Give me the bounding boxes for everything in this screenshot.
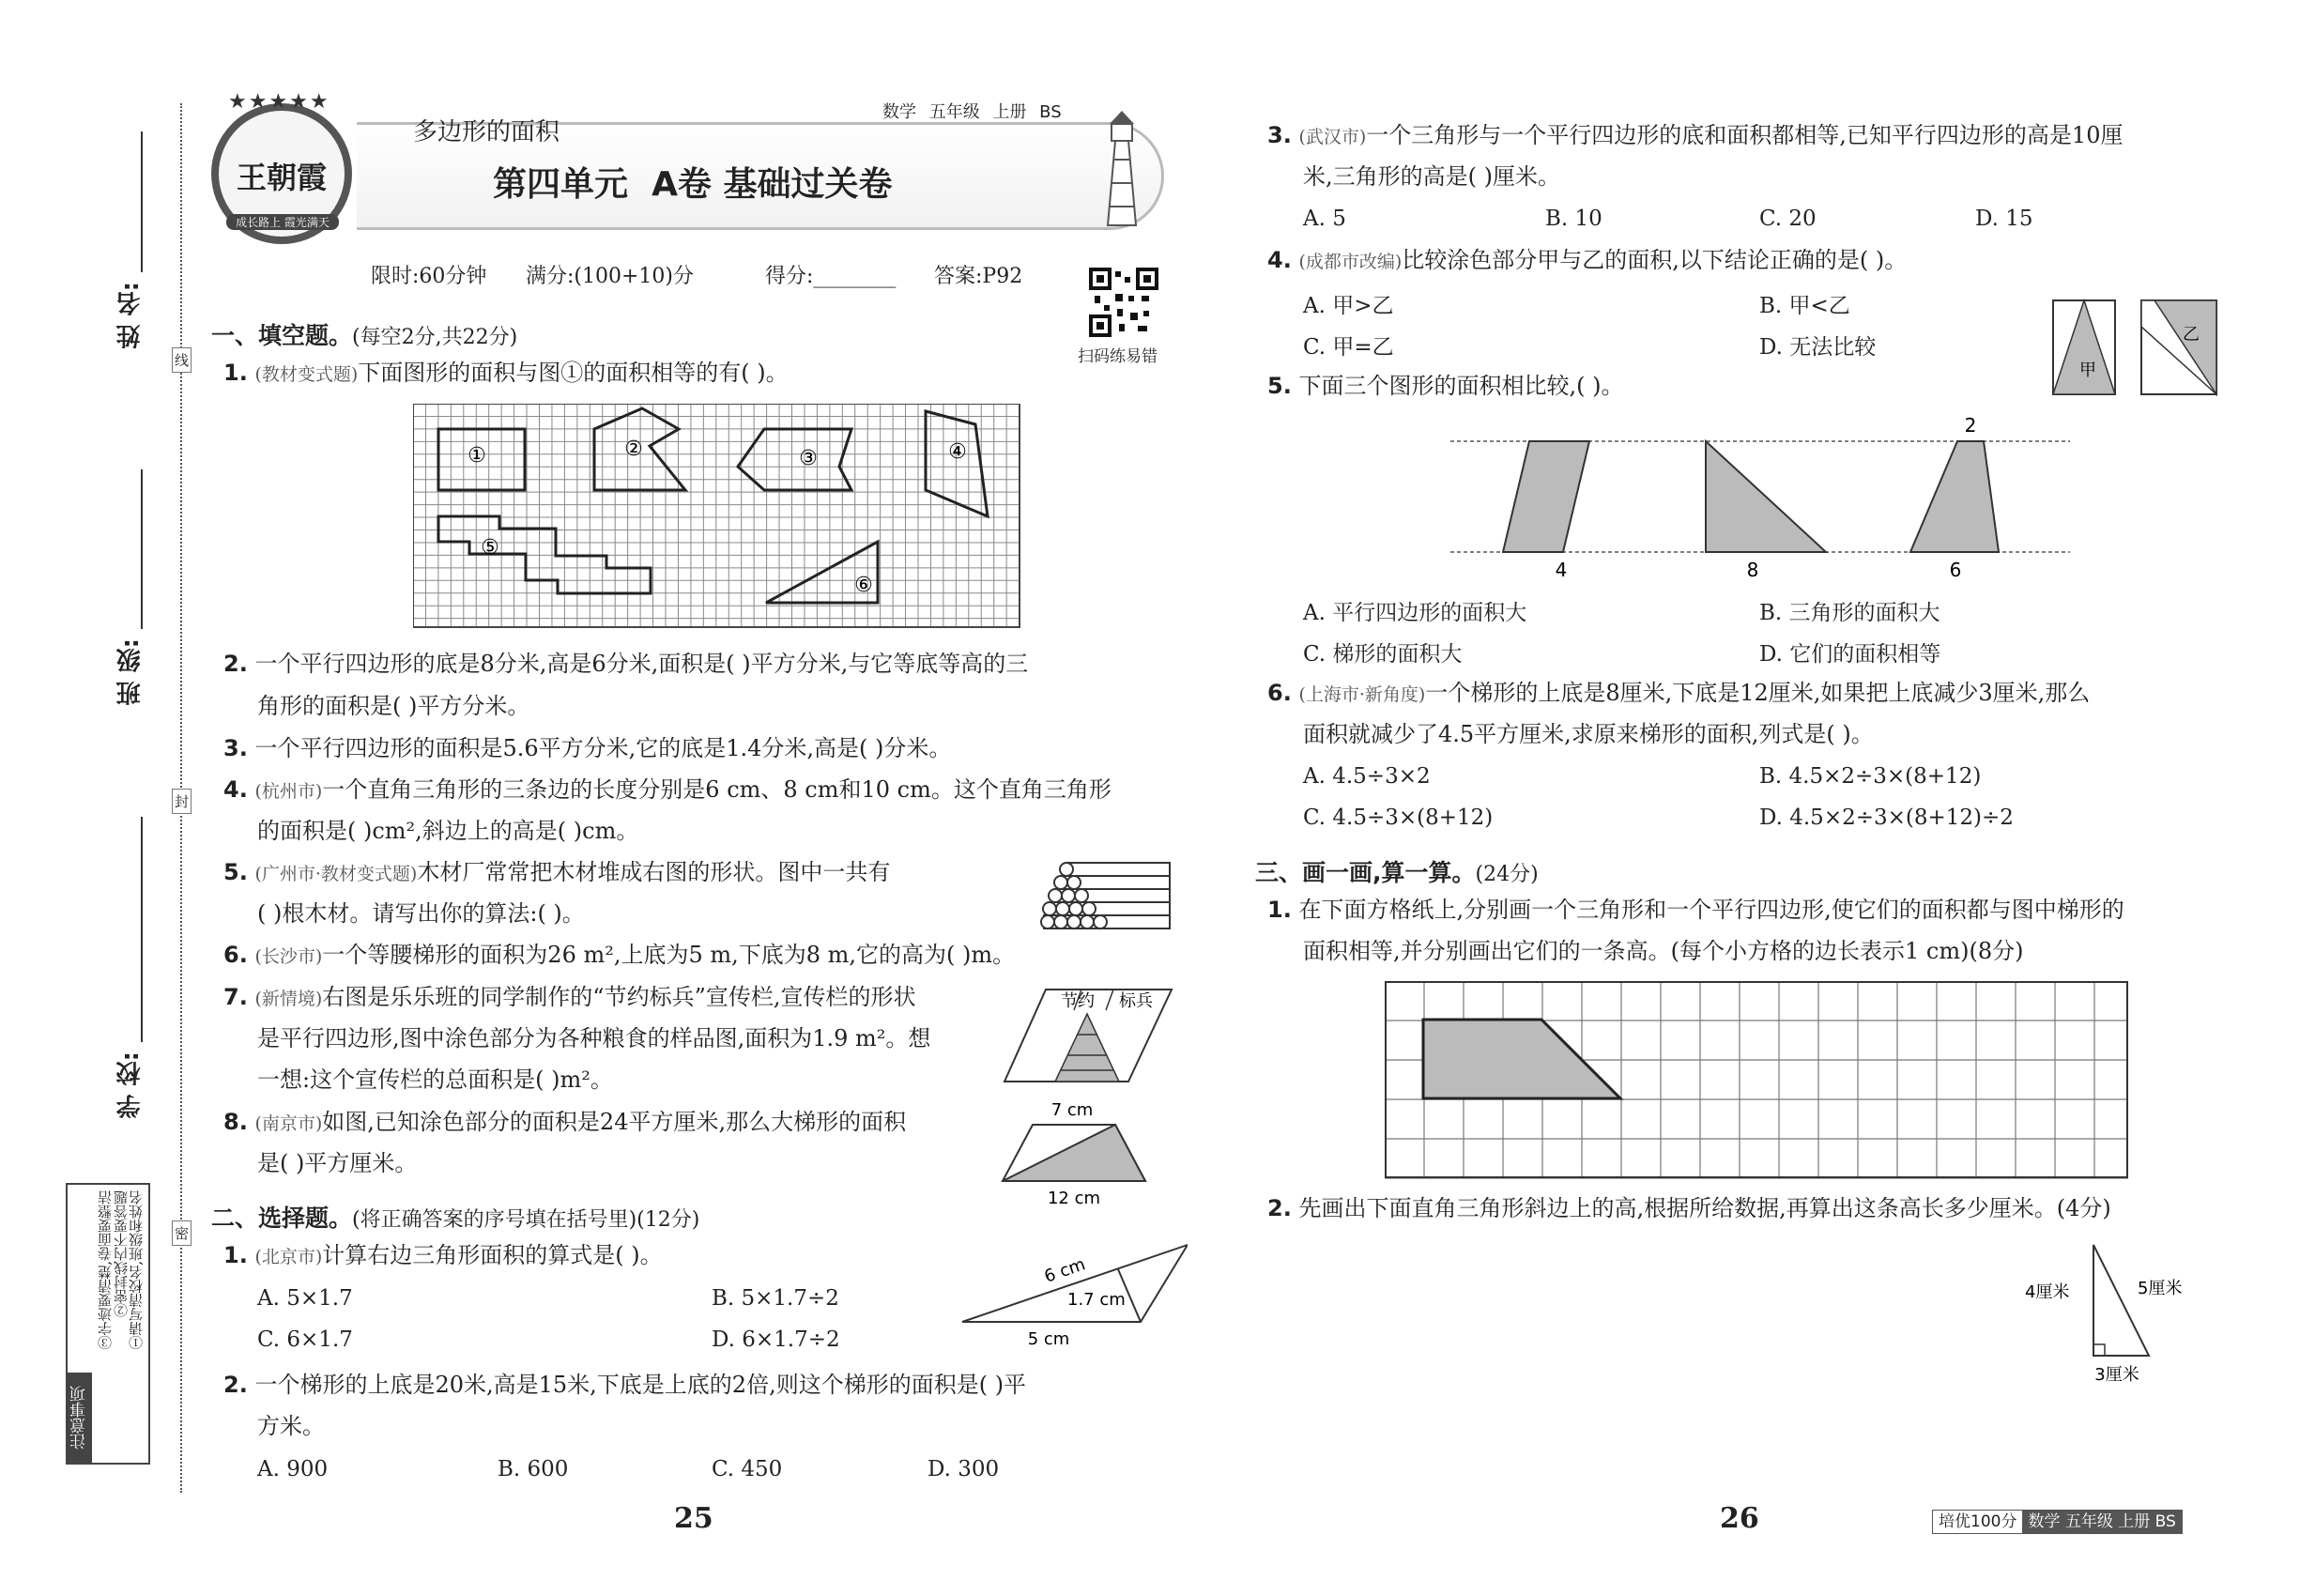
s1-q7-line3: 一想:这个宣传栏的总面积是( )m²。 — [257, 1067, 613, 1093]
s2-q3-option-a[interactable]: A. 5 — [1303, 207, 1346, 231]
s2-q2-text1: 一个梯形的上底是20米,高是15米,下底是上底的2倍,则这个梯形的面积是( )平 — [254, 1372, 1027, 1398]
score-field[interactable]: 得分:________ — [765, 265, 897, 288]
s3-q1-drawing-grid[interactable] — [1385, 981, 2130, 1180]
s3-q1-line1 — [1267, 894, 2124, 926]
s1-q4-src: (杭州市) — [254, 781, 323, 802]
s2-q1-src: (北京市) — [254, 1247, 323, 1267]
s1-q3-num: 3. — [223, 735, 248, 761]
school-label: 学 校: — [116, 1051, 145, 1119]
s2-q5 — [1267, 370, 1623, 402]
shape-5-label: ⑤ — [481, 536, 499, 560]
board-left-label: 节约 — [1061, 991, 1095, 1011]
page-title: 第四单元 A卷 基础过关卷 — [493, 165, 893, 204]
section3-title — [1255, 854, 1539, 888]
s1-q2-num: 2. — [223, 651, 248, 677]
lighthouse-icon — [1080, 103, 1164, 235]
shape-6-label: ⑥ — [854, 574, 873, 597]
tri-base-value: 8 — [1746, 559, 1759, 581]
s1-q6 — [223, 939, 1015, 973]
notice-item-3: ③字迹要清楚,卷面要整洁 — [97, 1190, 114, 1350]
name-label: 姓 名: — [116, 282, 145, 349]
topic-label: 多边形的面积 — [413, 118, 560, 146]
time-limit: 限时:60分钟 — [371, 265, 487, 288]
logo-slogan: 成长路上 霞光满天 — [226, 214, 339, 230]
s1-q4-line2: 的面积是( )cm²,斜边上的高是( )cm。 — [257, 818, 639, 844]
notice-title: 注意事项 — [68, 1373, 92, 1463]
grid-lines — [413, 404, 1020, 627]
s2-q1-option-c[interactable]: C. 6×1.7 — [257, 1327, 353, 1352]
logo-text: 王朝霞 — [236, 160, 327, 195]
s1-q6-src: (长沙市) — [254, 946, 323, 967]
s1-q2-line1 — [223, 648, 1028, 680]
s2-q3-num: 3. — [1267, 122, 1292, 148]
class-line — [141, 469, 143, 629]
s1-q5-src: (广州市·教材变式题) — [254, 864, 418, 884]
trapezoid-shape — [1910, 441, 1999, 552]
s2-q4 — [1267, 244, 1907, 278]
qr-code-icon[interactable] — [1089, 268, 1158, 337]
s2-q3-text1: 一个三角形与一个平行四边形的底和面积都相等,已知平行四边形的高是10厘 — [1366, 122, 2124, 148]
s1-q7-line2: 是平行四边形,图中涂色部分为各种粮食的样品图,面积为1.9 m²。想 — [257, 1025, 931, 1051]
section1-title — [211, 317, 517, 351]
leg-bottom-label: 3厘米 — [2094, 1365, 2139, 1385]
s2-q1-text: 计算右边三角形面积的算式是( )。 — [322, 1242, 663, 1268]
full-score: 满分:(100+10)分 — [526, 265, 694, 288]
s2-q5-option-b[interactable]: B. 三角形的面积大 — [1759, 601, 1940, 625]
s1-q7-num: 7. — [223, 984, 248, 1010]
s1-q3 — [223, 732, 951, 764]
figure-yi-label: 乙 — [2183, 325, 2200, 345]
shape-3-label: ③ — [799, 447, 818, 470]
s1-q2-text1: 一个平行四边形的底是8分米,高是6分米,面积是( )平方分米,与它等底等高的三 — [254, 651, 1029, 677]
s2-q2-option-c[interactable]: C. 450 — [712, 1457, 783, 1481]
s2-q2-line1 — [223, 1369, 1026, 1401]
shape-4-label: ④ — [948, 440, 967, 464]
s1-q1 — [223, 357, 789, 391]
page-number-left: 25 — [674, 1502, 713, 1535]
s1-q7-board-figure — [1003, 986, 1173, 1085]
header-tags: 数学 五年级 上册 BS — [882, 102, 1062, 122]
s2-q6-text1: 一个梯形的上底是8厘米,下底是12厘米,如果把上底减少3厘米,那么 — [1425, 680, 2091, 706]
s2-q1-option-a[interactable]: A. 5×1.7 — [257, 1286, 353, 1311]
notice-box — [66, 1183, 150, 1465]
s1-q1-src: (教材变式题) — [254, 364, 359, 385]
s2-q5-three-shapes-figure — [1450, 413, 2070, 582]
s2-q5-num: 5. — [1267, 373, 1292, 399]
log-pile-icon — [1040, 859, 1181, 944]
section2-note: (将正确答案的序号填在括号里)(12分) — [352, 1208, 700, 1232]
logo-stars: ★★★★★ — [228, 90, 330, 114]
s2-q2-num: 2. — [223, 1372, 248, 1398]
seal-mark-3: 密 — [172, 1220, 192, 1246]
s1-q1-text: 下面图形的面积与图①的面积相等的有( )。 — [358, 360, 789, 386]
s2-q4-text: 比较涂色部分甲与乙的面积,以下结论正确的是( )。 — [1402, 247, 1908, 273]
shape-2-label: ② — [624, 437, 643, 461]
notice-item-2: ②密封线内不要答题 — [113, 1190, 130, 1317]
shape-1-label: ① — [468, 444, 486, 468]
leg-left-label: 4厘米 — [2025, 1282, 2070, 1302]
given-trapezoid — [1423, 1020, 1620, 1098]
s2-q4-option-b[interactable]: B. 甲<乙 — [1759, 294, 1850, 318]
trap-bottom-label: 12 cm — [1047, 1189, 1101, 1208]
class-label: 班 级: — [116, 638, 145, 706]
footer-brand-tags: 数学 五年级 上册 BS — [2022, 1511, 2181, 1533]
s2-q2-option-b[interactable]: B. 600 — [498, 1457, 569, 1481]
s2-q4-option-c[interactable]: C. 甲=乙 — [1303, 335, 1394, 360]
s2-q4-src: (成都市改编) — [1298, 252, 1403, 272]
section3-heading: 三、画一画,算一算。 — [1255, 859, 1476, 886]
s1-q7-src: (新情境) — [254, 989, 323, 1009]
s1-q5-line1 — [223, 856, 890, 890]
s1-q3-text: 一个平行四边形的面积是5.6平方分米,它的底是1.4分米,高是( )分米。 — [254, 735, 952, 761]
s3-q2-num: 2. — [1267, 1195, 1292, 1221]
s2-q1-option-b[interactable]: B. 5×1.7÷2 — [712, 1286, 839, 1311]
s2-q3-line1 — [1267, 119, 2123, 153]
shape-3 — [738, 429, 851, 490]
s2-q4-shaded-figure — [2051, 299, 2220, 398]
s2-q5-option-c[interactable]: C. 梯形的面积大 — [1303, 642, 1463, 667]
s1-q6-text: 一个等腰梯形的面积为26 m²,上底为5 m,下底为8 m,它的高为( )m。 — [322, 942, 1016, 968]
logo-badge — [211, 90, 352, 244]
hypotenuse-label: 5厘米 — [2138, 1279, 2183, 1298]
s2-q5-text: 下面三个图形的面积相比较,( )。 — [1298, 373, 1624, 399]
s2-q4-option-a[interactable]: A. 甲>乙 — [1303, 294, 1394, 318]
s2-q6-line2: 面积就减少了4.5平方厘米,求原来梯形的面积,列式是( )。 — [1303, 721, 1874, 747]
tri-base-label: 5 cm — [1027, 1329, 1070, 1349]
section1-note: (每空2分,共22分) — [352, 326, 518, 349]
tri-height-label: 1.7 cm — [1067, 1290, 1126, 1310]
s1-q4-line1 — [223, 774, 1112, 807]
s1-q6-num: 6. — [223, 942, 248, 968]
s1-q5-line2: ( )根木材。请写出你的算法:( )。 — [257, 900, 585, 927]
s2-q6-src: (上海市·新角度) — [1298, 684, 1426, 705]
s2-q2-line2: 方米。 — [257, 1413, 325, 1439]
s1-q7-text1: 右图是乐乐班的同学制作的“节约标兵”宣传栏,宣传栏的形状 — [322, 984, 916, 1010]
s2-q6-option-d[interactable]: D. 4.5×2÷3×(8+12)÷2 — [1759, 806, 2014, 830]
name-line — [141, 131, 143, 272]
seal-mark-1: 线 — [172, 347, 192, 373]
s2-q6-num: 6. — [1267, 680, 1292, 706]
s2-q1-option-d[interactable]: D. 6×1.7÷2 — [712, 1327, 840, 1352]
trap-top-label: 7 cm — [1050, 1100, 1094, 1120]
para-base-value: 4 — [1555, 559, 1568, 581]
footer-brand-tag — [1932, 1510, 2183, 1534]
section2-heading: 二、选择题。 — [211, 1205, 353, 1232]
s1-q4-text1: 一个直角三角形的三条边的长度分别是6 cm、8 cm和10 cm。这个直角三角形 — [322, 776, 1112, 803]
s1-q5-num: 5. — [223, 859, 248, 885]
s2-q2-option-d[interactable]: D. 300 — [928, 1457, 1000, 1481]
answer-page: 答案:P92 — [934, 265, 1023, 288]
s2-q3-src: (武汉市) — [1298, 127, 1367, 147]
section3-note: (24分) — [1475, 863, 1539, 886]
s1-q8-src: (南京市) — [254, 1113, 323, 1134]
qr-caption: 扫码练易错 — [1078, 347, 1158, 366]
s2-q6-line1 — [1267, 677, 2090, 711]
s1-q5-text1: 木材厂常常把木材堆成右图的形状。图中一共有 — [417, 859, 891, 885]
s3-q1-text1: 在下面方格纸上,分别画一个三角形和一个平行四边形,使它们的面积都与图中梯形的 — [1298, 897, 2124, 923]
s3-q2-text: 先画出下面直角三角形斜边上的高,根据所给数据,再算出这条高长多少厘米。(4分) — [1298, 1195, 2111, 1221]
board-right-label: 标兵 — [1119, 991, 1153, 1011]
s1-q1-num: 1. — [223, 360, 248, 386]
s1-q8-text1: 如图,已知涂色部分的面积是24平方厘米,那么大梯形的面积 — [322, 1109, 907, 1135]
s3-q1-line2: 面积相等,并分别画出它们的一条高。(每个小方格的边长表示1 cm)(8分) — [1303, 938, 2024, 964]
s2-q4-option-d[interactable]: D. 无法比较 — [1759, 335, 1877, 360]
s2-q3-line2: 米,三角形的高是( )厘米。 — [1303, 163, 1560, 190]
s2-q5-option-a[interactable]: A. 平行四边形的面积大 — [1303, 601, 1527, 625]
tri-hyp-label: 6 cm — [1041, 1254, 1088, 1287]
s2-q6-option-a[interactable]: A. 4.5÷3×2 — [1303, 764, 1431, 789]
s1-q8-line2: 是( )平方厘米。 — [257, 1150, 418, 1176]
s1-q8-trapezoid-figure — [995, 1098, 1164, 1211]
section2-title — [211, 1200, 699, 1234]
s3-q2 — [1267, 1192, 2111, 1224]
s1-q8-num: 8. — [223, 1109, 248, 1135]
notice-item-1: ①请写清校名,班级和姓名 — [128, 1190, 145, 1350]
s2-q1-triangle-figure — [953, 1237, 1188, 1350]
s1-q4-num: 4. — [223, 776, 248, 803]
s2-q4-num: 4. — [1267, 247, 1292, 273]
triangle-shape — [1706, 441, 1826, 552]
s2-q3-option-b[interactable]: B. 10 — [1545, 207, 1602, 231]
s1-q8-line1 — [223, 1106, 906, 1140]
footer-brand: 培优100分 — [1939, 1512, 2017, 1531]
s2-q3-option-d[interactable]: D. 15 — [1975, 207, 2033, 231]
shape-4 — [926, 411, 988, 516]
trap-top-value: 2 — [1964, 414, 1977, 437]
s2-q1 — [223, 1239, 663, 1273]
s2-q6-option-c[interactable]: C. 4.5÷3×(8+12) — [1303, 806, 1494, 830]
s1-q2-line2: 角形的面积是( )平方分米。 — [257, 693, 530, 719]
seal-mark-2: 封 — [172, 789, 192, 814]
s2-q5-option-d[interactable]: D. 它们的面积相等 — [1759, 642, 1941, 667]
s2-q1-num: 1. — [223, 1242, 248, 1268]
s2-q2-option-a[interactable]: A. 900 — [257, 1457, 329, 1481]
section1-heading: 一、填空题。 — [211, 322, 353, 349]
s2-q6-option-b[interactable]: B. 4.5×2÷3×(8+12) — [1759, 764, 1982, 789]
page-number-right: 26 — [1720, 1502, 1759, 1535]
s2-q3-option-c[interactable]: C. 20 — [1759, 207, 1817, 231]
figure-jia-label: 甲 — [2079, 361, 2096, 380]
s1-q7-line1 — [223, 981, 915, 1015]
school-line — [141, 817, 143, 1042]
s3-q1-num: 1. — [1267, 897, 1292, 923]
s1-q1-grid-figure — [413, 404, 1023, 631]
s3-q2-right-triangle-figure — [2023, 1239, 2211, 1385]
parallelogram-shape — [1503, 441, 1589, 552]
trap-base-value: 6 — [1949, 559, 1962, 581]
